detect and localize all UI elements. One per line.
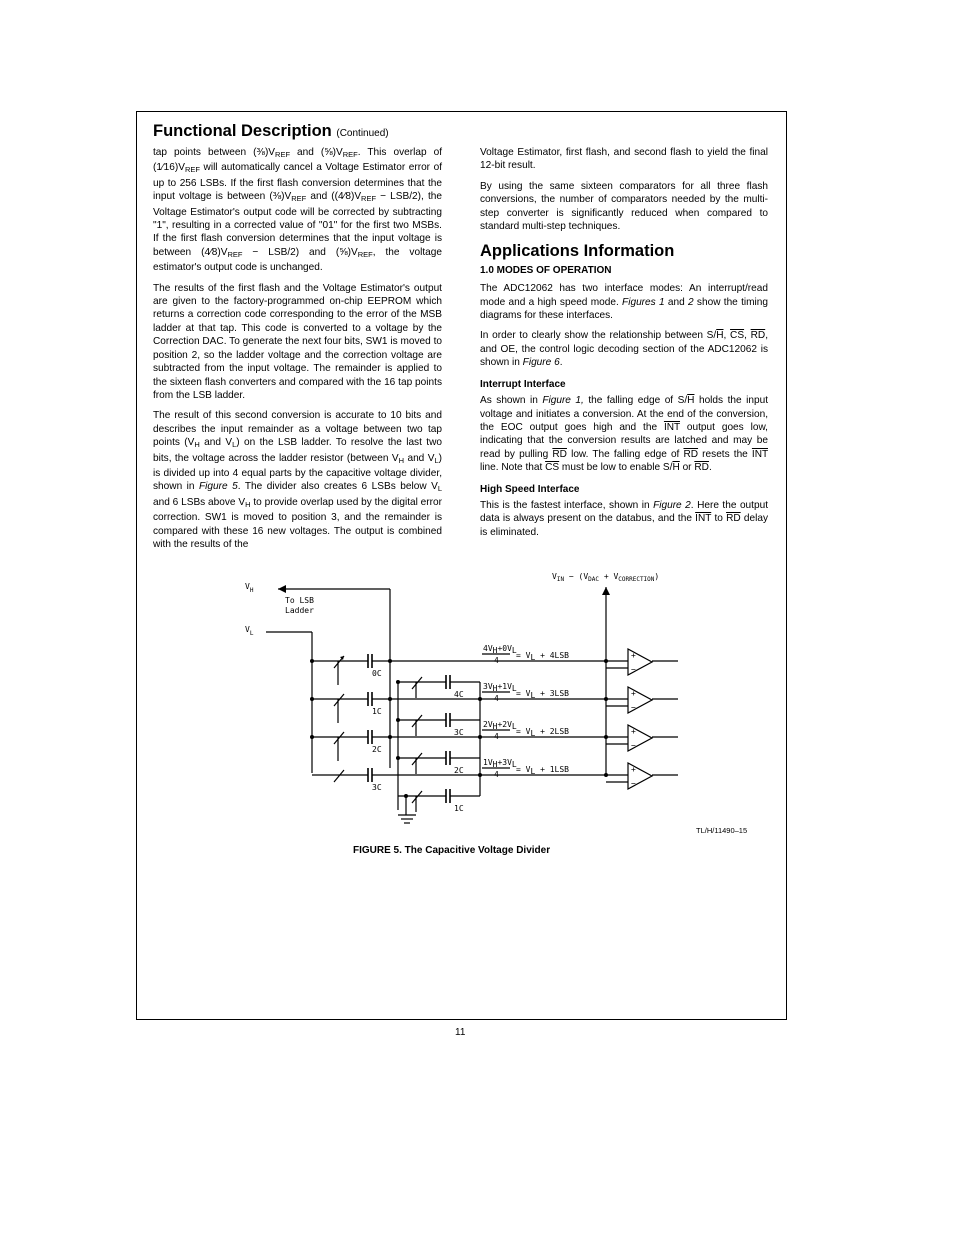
svg-text:4: 4 — [494, 656, 499, 665]
svg-text:+: + — [631, 765, 636, 774]
svg-text:= VL + 1LSB: = VL + 1LSB — [516, 765, 569, 776]
vh-label: $V_H$ — [245, 582, 254, 594]
figure-reference-code: TL/H/11490–15 — [696, 826, 748, 835]
svg-text:−: − — [631, 665, 636, 674]
svg-text:1VH+3VL: 1VH+3VL — [483, 758, 517, 769]
svg-text:2C: 2C — [454, 766, 464, 775]
paragraph: As shown in Figure 1, the falling edge of $S/\overline{H}$ holds the input voltage and initiates a conversion. At the end of the conversion, the EOC output goes high and the $\overline{INT}$ output goes low, indicating that the conversion results are latched and may be read by pulling $\overline{RD}$ low. The falling edge of $\overline{RD}$ resets the $\overline{INT}$ line. Note that $\overline{CS}$ must be low to enable $S/\overline{H}$ or $\overline{RD}$. — [480, 395, 768, 474]
svg-text:= VL + 3LSB: = VL + 3LSB — [516, 689, 569, 700]
svg-text:Ladder: Ladder — [285, 606, 314, 615]
svg-text:2VH+2VL: 2VH+2VL — [483, 720, 517, 731]
svg-text:To LSB: To LSB — [285, 596, 314, 605]
paragraph: The result of this second conversion is accurate to 10 bits and describes the input remainder as a voltage between two tap points ($V_H$ and $V_L$) on the LSB ladder. To resolve the last two bits, the voltage across the ladder resistor (between $V_H$ and $V_L$) is divided up into 4 equal parts by the capacitive voltage divider, shown in Figure 5. The divider also creates 6 LSBs below $V_L$ and 6 LSBs above $V_H$ to provide overlap used by the digital error correction. SW1 is moved to position 3, and the remainder is compared with these 16 new voltages. The output is combined with the results of the — [153, 410, 442, 550]
paragraph: The ADC12062 has two interface modes: An interrupt/read mode and a high speed mode. Figures 1 and 2 show the timing diagrams for these interfaces. — [480, 283, 769, 322]
paragraph: In order to clearly show the relationship between $S/\overline{H}$, $\overline{CS}$, $\overline{RD}$, and OE, the control logic decoding section of the ADC12062 is shown in Figure 6. — [480, 330, 769, 369]
svg-text:1C: 1C — [372, 707, 382, 716]
paragraph: This is the fastest interface, shown in Figure 2. Here the output data is always present on the databus, and the $\overline{INT}$ to $\overline{RD}$ delay is eliminated. — [480, 499, 769, 538]
vin-label: $V_{IN} - (V_{DAC} + V_{CORRECTION})$ — [552, 572, 660, 583]
subsection-title: High Speed Interface — [480, 483, 580, 495]
svg-text:= VL + 2LSB: = VL + 2LSB — [516, 727, 569, 738]
vl-label: $V_L$ — [245, 625, 254, 637]
svg-text:4: 4 — [494, 732, 499, 741]
svg-text:3C: 3C — [454, 728, 464, 737]
paragraph: By using the same sixteen comparators for all three flash conversions, the number of comparators needed by the multi-step converter is significantly reduced when compared to standard multi-step techniques. — [480, 180, 768, 233]
page-number: 11 — [455, 1027, 466, 1038]
svg-text:0C: 0C — [372, 669, 382, 678]
equation — [483, 720, 569, 741]
equation — [483, 644, 569, 665]
continued-label: (Continued) — [336, 128, 389, 139]
equation — [483, 682, 569, 703]
left-column — [153, 146, 442, 558]
section-title-applications: Applications Information — [480, 242, 675, 261]
svg-text:−: − — [631, 741, 636, 750]
subsection-title: Interrupt Interface — [480, 378, 566, 390]
svg-text:= VL + 4LSB: = VL + 4LSB — [516, 651, 569, 662]
paragraph: tap points between $(\frac{3}{8})V_{REF}$ and $(\frac{5}{8})V_{REF}$. This overlap of $(1⁄16)V_{REF}$ will automatically cancel a Voltage Estimator error of up to 256 LSBs. If the first flash conversion determines that the input voltage is between $(\frac{3}{8})V_{REF}$ and $((4⁄8)V_{REF} - LSB/2)$, the Voltage Estimator's output code will be corrected by subtracting "1", resulting in a corrected value of "01" for the first two MSBs. If the first flash conversion determines that the input voltage is between $(4⁄8)V_{REF} - LSB/2$) and $(\frac{5}{8})V_{REF}$, the voltage estimator's output code is unchanged. — [153, 147, 442, 274]
subsection-title: 1.0 MODES OF OPERATION — [480, 264, 612, 276]
capacitive-divider-figure — [230, 565, 700, 845]
svg-text:4: 4 — [494, 694, 499, 703]
svg-text:4: 4 — [494, 770, 499, 779]
svg-text:+: + — [631, 727, 636, 736]
circuit-diagram — [230, 565, 700, 845]
paragraph: Voltage Estimator, first flash, and second flash to yield the final 12-bit result. — [480, 147, 768, 172]
svg-text:+: + — [631, 651, 636, 660]
svg-text:1C: 1C — [454, 804, 464, 813]
paragraph: The results of the first flash and the Voltage Estimator's output are given to the factory-programmed on-chip EEPROM which returns a correction code corresponding to the error of the MSB ladder at that tap. This code is converted to a voltage by the Correction DAC. To generate the next four bits, SW1 is moved to position 2, so the ladder voltage and the correction voltage are subtracted from the input voltage. The remainder is applied to the sixteen flash converters and compared with the 16 tap points from the LSB ladder. — [153, 282, 442, 401]
svg-text:+: + — [631, 689, 636, 698]
svg-text:−: − — [631, 779, 636, 788]
figure-caption: FIGURE 5. The Capacitive Voltage Divider — [353, 845, 551, 856]
svg-text:−: − — [631, 703, 636, 712]
svg-text:3VH+1VL: 3VH+1VL — [483, 682, 517, 693]
equation — [483, 758, 569, 779]
svg-text:4VH+0VL: 4VH+0VL — [483, 644, 517, 655]
svg-text:3C: 3C — [372, 783, 382, 792]
right-column — [480, 146, 768, 546]
svg-text:2C: 2C — [372, 745, 382, 754]
section-title-functional-description: Functional Description (Continued) — [153, 122, 389, 140]
svg-text:4C: 4C — [454, 690, 464, 699]
